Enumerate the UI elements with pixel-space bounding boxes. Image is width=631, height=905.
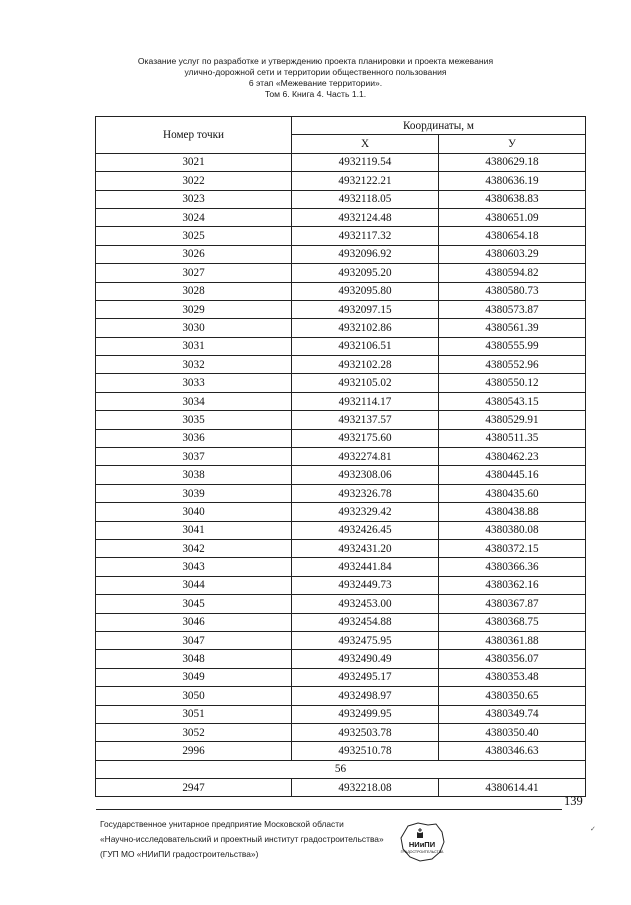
separator-row — [96, 760, 586, 778]
point-number-cell: 3042 — [96, 539, 292, 557]
x-coordinate-cell: 4932105.02 — [292, 374, 439, 392]
footer-line-2: «Научно-исследовательский и проектный институт градостроительства» — [100, 834, 384, 844]
x-coordinate-cell: 4932218.08 — [292, 779, 439, 797]
point-number-cell: 3048 — [96, 650, 292, 668]
x-coordinate-cell: 4932499.95 — [292, 705, 439, 723]
y-coordinate-cell: 4380356.07 — [439, 650, 586, 668]
point-number-cell: 3029 — [96, 300, 292, 318]
column-header-y: У — [439, 135, 586, 153]
logo-subtext: ГРАДОСТРОИТЕЛЬСТВА — [400, 850, 444, 854]
point-number-cell: 3040 — [96, 503, 292, 521]
y-coordinate-cell: 4380462.23 — [439, 448, 586, 466]
point-number-cell: 3022 — [96, 172, 292, 190]
x-coordinate-cell: 4932117.32 — [292, 227, 439, 245]
point-number-cell: 3032 — [96, 356, 292, 374]
table-row — [96, 356, 586, 374]
point-number-cell: 3052 — [96, 723, 292, 741]
y-coordinate-cell: 4380380.08 — [439, 521, 586, 539]
y-coordinate-cell: 4380543.15 — [439, 392, 586, 410]
table-row — [96, 411, 586, 429]
footer-divider — [96, 809, 562, 810]
table-row — [96, 779, 586, 797]
y-coordinate-cell: 4380629.18 — [439, 153, 586, 171]
point-number-cell: 3035 — [96, 411, 292, 429]
x-coordinate-cell: 4932137.57 — [292, 411, 439, 429]
table-row — [96, 282, 586, 300]
table-row — [96, 392, 586, 410]
table-row — [96, 300, 586, 318]
x-coordinate-cell: 4932118.05 — [292, 190, 439, 208]
table-row — [96, 448, 586, 466]
document-footer — [100, 817, 384, 862]
table-row — [96, 650, 586, 668]
y-coordinate-cell: 4380368.75 — [439, 613, 586, 631]
table-row — [96, 429, 586, 447]
y-coordinate-cell: 4380561.39 — [439, 319, 586, 337]
y-coordinate-cell: 4380350.40 — [439, 723, 586, 741]
point-number-cell: 3030 — [96, 319, 292, 337]
table-row — [96, 466, 586, 484]
point-number-cell: 3047 — [96, 631, 292, 649]
column-header-point-number: Номер точки — [96, 117, 292, 154]
y-coordinate-cell: 4380349.74 — [439, 705, 586, 723]
x-coordinate-cell: 4932449.73 — [292, 576, 439, 594]
y-coordinate-cell: 4380550.12 — [439, 374, 586, 392]
point-number-cell: 3043 — [96, 558, 292, 576]
column-header-coordinates: Координаты, м — [292, 117, 586, 135]
table-row — [96, 484, 586, 502]
table-row — [96, 668, 586, 686]
y-coordinate-cell: 4380445.16 — [439, 466, 586, 484]
x-coordinate-cell: 4932495.17 — [292, 668, 439, 686]
x-coordinate-cell: 4932175.60 — [292, 429, 439, 447]
table-row — [96, 521, 586, 539]
point-number-cell: 3028 — [96, 282, 292, 300]
scan-mark: ✓ — [590, 825, 596, 833]
point-number-cell: 3023 — [96, 190, 292, 208]
table-row — [96, 631, 586, 649]
x-coordinate-cell: 4932329.42 — [292, 503, 439, 521]
x-coordinate-cell: 4932441.84 — [292, 558, 439, 576]
x-coordinate-cell: 4932454.88 — [292, 613, 439, 631]
footer-line-3: (ГУП МО «НИиПИ градостроительства») — [100, 849, 259, 859]
point-number-cell: 3031 — [96, 337, 292, 355]
y-coordinate-cell: 4380367.87 — [439, 595, 586, 613]
y-coordinate-cell: 4380580.73 — [439, 282, 586, 300]
y-coordinate-cell: 4380366.36 — [439, 558, 586, 576]
table-row — [96, 337, 586, 355]
header-line-1: Оказание услуг по разработке и утверждению проекта планировки и проекта межевания — [137, 56, 494, 66]
x-coordinate-cell: 4932503.78 — [292, 723, 439, 741]
point-number-cell: 3051 — [96, 705, 292, 723]
x-coordinate-cell: 4932106.51 — [292, 337, 439, 355]
point-number-cell: 3044 — [96, 576, 292, 594]
point-number-cell: 3050 — [96, 687, 292, 705]
y-coordinate-cell: 4380435.60 — [439, 484, 586, 502]
y-coordinate-cell: 4380529.91 — [439, 411, 586, 429]
point-number-cell: 3046 — [96, 613, 292, 631]
y-coordinate-cell: 4380614.41 — [439, 779, 586, 797]
header-line-4: Том 6. Книга 4. Часть 1.1. — [264, 89, 367, 99]
y-coordinate-cell: 4380555.99 — [439, 337, 586, 355]
x-coordinate-cell: 4932102.86 — [292, 319, 439, 337]
x-coordinate-cell: 4932308.06 — [292, 466, 439, 484]
y-coordinate-cell: 4380350.65 — [439, 687, 586, 705]
table-row — [96, 264, 586, 282]
point-number-cell: 3049 — [96, 668, 292, 686]
table-row — [96, 539, 586, 557]
x-coordinate-cell: 4932274.81 — [292, 448, 439, 466]
table-row — [96, 374, 586, 392]
point-number-cell: 3037 — [96, 448, 292, 466]
document-header — [0, 56, 631, 100]
point-number-cell: 3036 — [96, 429, 292, 447]
table-row — [96, 558, 586, 576]
y-coordinate-cell: 4380638.83 — [439, 190, 586, 208]
table-row — [96, 595, 586, 613]
table-row — [96, 723, 586, 741]
y-coordinate-cell: 4380636.19 — [439, 172, 586, 190]
x-coordinate-cell: 4932122.21 — [292, 172, 439, 190]
x-coordinate-cell: 4932490.49 — [292, 650, 439, 668]
x-coordinate-cell: 4932102.28 — [292, 356, 439, 374]
moscow-region-map-icon — [398, 822, 446, 862]
x-coordinate-cell: 4932095.20 — [292, 264, 439, 282]
page-number: 139 — [564, 794, 583, 808]
point-number-cell: 3025 — [96, 227, 292, 245]
x-coordinate-cell: 4932096.92 — [292, 245, 439, 263]
y-coordinate-cell: 4380361.88 — [439, 631, 586, 649]
logo-text: НИиПИ — [408, 840, 436, 849]
y-coordinate-cell: 4380573.87 — [439, 300, 586, 318]
table-row — [96, 153, 586, 171]
point-number-cell: 3045 — [96, 595, 292, 613]
footer-line-1: Государственное унитарное предприятие Московской области — [100, 819, 344, 829]
table-row — [96, 227, 586, 245]
table-row — [96, 742, 586, 760]
point-number-cell: 2947 — [96, 779, 292, 797]
point-number-cell: 3039 — [96, 484, 292, 502]
x-coordinate-cell: 4932114.17 — [292, 392, 439, 410]
point-number-cell: 3024 — [96, 208, 292, 226]
point-number-cell: 2996 — [96, 742, 292, 760]
x-coordinate-cell: 4932095.80 — [292, 282, 439, 300]
y-coordinate-cell: 4380552.96 — [439, 356, 586, 374]
point-number-cell: 3034 — [96, 392, 292, 410]
y-coordinate-cell: 4380353.48 — [439, 668, 586, 686]
table-row — [96, 319, 586, 337]
y-coordinate-cell: 4380438.88 — [439, 503, 586, 521]
contour-number: 56 — [96, 760, 586, 778]
table-row — [96, 208, 586, 226]
table-row — [96, 503, 586, 521]
point-number-cell: 3033 — [96, 374, 292, 392]
header-line-3: 6 этап «Межевание территории». — [248, 78, 383, 88]
table-body — [96, 153, 586, 797]
x-coordinate-cell: 4932426.45 — [292, 521, 439, 539]
x-coordinate-cell: 4932097.15 — [292, 300, 439, 318]
y-coordinate-cell: 4380594.82 — [439, 264, 586, 282]
table-row — [96, 576, 586, 594]
y-coordinate-cell: 4380603.29 — [439, 245, 586, 263]
point-number-cell: 3026 — [96, 245, 292, 263]
x-coordinate-cell: 4932510.78 — [292, 742, 439, 760]
coordinates-table — [95, 116, 586, 797]
y-coordinate-cell: 4380511.35 — [439, 429, 586, 447]
x-coordinate-cell: 4932119.54 — [292, 153, 439, 171]
x-coordinate-cell: 4932498.97 — [292, 687, 439, 705]
x-coordinate-cell: 4932453.00 — [292, 595, 439, 613]
y-coordinate-cell: 4380651.09 — [439, 208, 586, 226]
y-coordinate-cell: 4380372.15 — [439, 539, 586, 557]
table-row — [96, 687, 586, 705]
institute-logo — [398, 822, 446, 862]
y-coordinate-cell: 4380654.18 — [439, 227, 586, 245]
point-number-cell: 3027 — [96, 264, 292, 282]
y-coordinate-cell: 4380362.16 — [439, 576, 586, 594]
table-row — [96, 245, 586, 263]
point-number-cell: 3041 — [96, 521, 292, 539]
table-row — [96, 172, 586, 190]
x-coordinate-cell: 4932326.78 — [292, 484, 439, 502]
table-row — [96, 613, 586, 631]
x-coordinate-cell: 4932431.20 — [292, 539, 439, 557]
y-coordinate-cell: 4380346.63 — [439, 742, 586, 760]
x-coordinate-cell: 4932475.95 — [292, 631, 439, 649]
table-row — [96, 190, 586, 208]
x-coordinate-cell: 4932124.48 — [292, 208, 439, 226]
point-number-cell: 3038 — [96, 466, 292, 484]
table-row — [96, 705, 586, 723]
header-line-2: улично-дорожной сети и территории общественного пользования — [184, 67, 447, 77]
point-number-cell: 3021 — [96, 153, 292, 171]
column-header-x: Х — [292, 135, 439, 153]
